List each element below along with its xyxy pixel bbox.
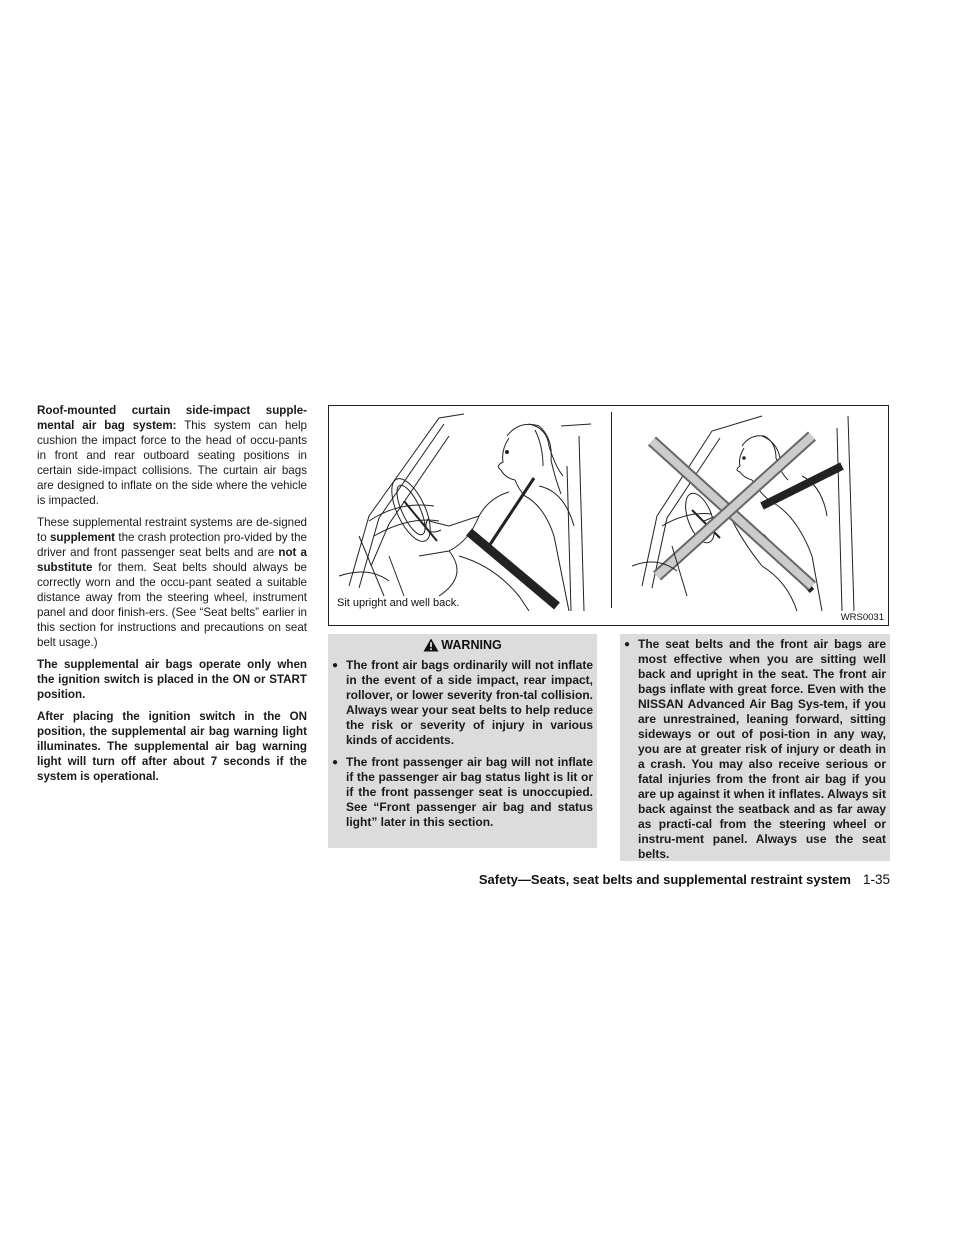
warning-triangle-icon [423, 638, 439, 652]
supplement-text-a: These supplemental restraint systems are de-signed to [37, 516, 307, 544]
seating-position-figure [328, 405, 889, 626]
warning-title: WARNING [441, 638, 502, 652]
correct-seating-illustration [329, 406, 611, 611]
curtain-airbag-heading: Roof-mounted curtain side-impact supple-mental air bag system: [37, 404, 307, 432]
incorrect-seating-illustration [612, 406, 888, 611]
warning-item-side-impact: ● The front air bags ordinarily will not inflate in the event of a side impact, rear impact, rollover, or lower severity fron-tal collision. Always wear your seat belts to help reduce the risk or severity of injury in various kinds of accidents. [346, 658, 593, 748]
ignition-bold: The supplemental air bags operate only when the ignition switch is placed in the ON or START position. [37, 658, 307, 701]
curtain-airbag-paragraph [37, 403, 307, 508]
left-column [37, 403, 307, 791]
warning-header [328, 634, 597, 656]
warning-list-continued [638, 637, 886, 862]
footer-section-title: Safety—Seats, seat belts and supplemental restraint system [478, 872, 851, 887]
warning-item-passenger-status: ● The front passenger air bag will not inflate if the passenger air bag status light is lit or if the front passenger seat is unoccupied. See “Front passenger air bag and status light” later in this section. [346, 755, 593, 830]
figure-code: WRS0031 [840, 612, 884, 623]
figure-caption: Sit upright and well back. [337, 597, 460, 609]
warning-list [328, 656, 597, 830]
warning-box-continued [620, 634, 890, 861]
warning-light-bold: After placing the ignition switch in the ON position, the supplemental air bag warning light illuminates. The supplemental air bag warning light will turn off after about 7 seconds if the system is operational. [37, 710, 307, 783]
curtain-airbag-text: This system can help cushion the impact force to the head of occu-pants in front and rear outboard seating positions in certain side-impact collisions. The curtain air bags are designed to inflate on the side where the vehicle is impacted. [37, 419, 307, 507]
supplement-paragraph [37, 515, 307, 650]
warning-light-paragraph [37, 709, 307, 784]
supplement-text-c: the crash protection pro-vided by the driver and front passenger seat belts and are [37, 531, 308, 559]
ignition-paragraph [37, 657, 307, 702]
supplement-text-e: for them. Seat belts should always be correctly worn and the occu-pant seated a suitable distance away from the steering wheel, instrument panel and door finish-ers. (See “Seat belts” earlier in this section for instructions and precautions on seat belt usage.) [37, 561, 307, 649]
supplement-bold: supplement [49, 531, 116, 544]
page-footer [440, 872, 890, 892]
page-number: 1-35 [862, 872, 890, 887]
not-substitute-bold: not a substitute [37, 546, 307, 574]
warning-item-seating-position: ● The seat belts and the front air bags are most effective when you are sitting well back and upright in the seat. The front air bags inflate with great force. Even with the NISSAN Advanced Air Bag Sys-tem, if you are unrestrained, leaning forward, sitting sideways or out of posi-tion in any way, you are at greater risk of injury or death in a crash. You may also receive serious or fatal injuries from the front air bag if you are up against it when it inflates. Always sit back against the seatback and as far away as practi-cal from the steering wheel or instru-ment panel. Always use the seat belts. [638, 637, 886, 862]
warning-box [328, 634, 597, 848]
